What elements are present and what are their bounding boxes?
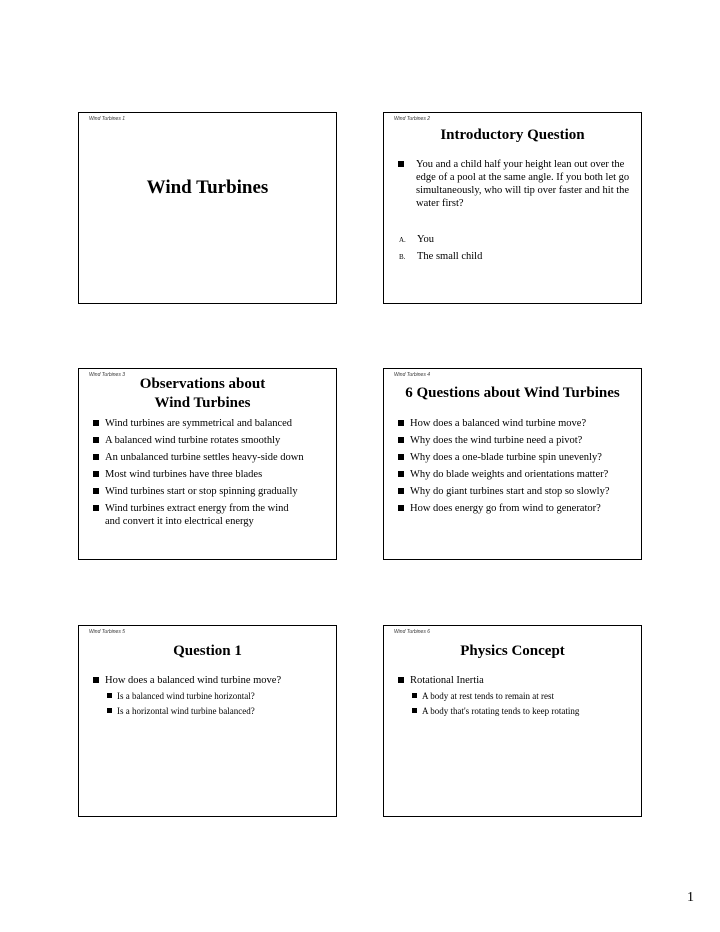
list-item: Wind turbines are symmetrical and balanced [91,417,321,430]
bullet-square-icon [107,708,112,713]
page-number: 1 [687,890,694,905]
list-item: You and a child half your height lean out over the edge of a pool at the same angle. If you both let go simultaneously, who will tip over faster and hit the water first? [396,158,631,210]
list-item: Most wind turbines have three blades [91,468,321,481]
slide-title: Question 1 [173,643,242,659]
slide-title-line-2: Wind Turbines [154,395,251,411]
answer-a: A. You [399,234,435,245]
bullet-list [396,674,631,691]
list-item: Wind turbines start or stop spinning gradually [91,485,321,498]
list-item: Rotational Inertia [396,674,631,687]
sub-bullet-list [105,690,325,720]
slide-label: Wind Turbines 4 [394,372,430,378]
bullet-square-icon [398,454,404,460]
bullet-square-icon [93,437,99,443]
list-item: A body that's rotating tends to keep rotating [410,705,635,717]
list-item: Is a horizontal wind turbine balanced? [105,705,325,717]
list-item: Why do giant turbines start and stop so slowly? [396,485,636,498]
bullet-square-icon [412,693,417,698]
slide-label: Wind Turbines 2 [394,116,430,122]
answer-letter: B. [399,253,406,261]
bullet-square-icon [93,488,99,494]
slide-title: 6 Questions about Wind Turbines [405,385,620,401]
slide-title: Physics Concept [460,643,565,659]
bullet-square-icon [107,693,112,698]
bullet-square-icon [93,471,99,477]
bullet-square-icon [398,488,404,494]
slide-1 [78,112,337,304]
slide-title: Introductory Question [440,127,585,143]
answer-list [399,233,482,267]
bullet-square-icon [398,471,404,477]
bullet-square-icon [93,454,99,460]
slide-title-line-1: Observations about [139,376,266,392]
list-item: A body at rest tends to remain at rest [410,690,635,702]
bullet-square-icon [93,420,99,426]
list-item: How does energy go from wind to generator? [396,502,636,515]
bullet-list [396,417,636,519]
bullet-list [91,417,321,532]
bullet-square-icon [93,505,99,511]
answer-letter: A. [399,236,406,244]
bullet-square-icon [398,505,404,511]
slide-6 [383,625,642,817]
bullet-square-icon [412,708,417,713]
slide-2 [383,112,642,304]
bullet-square-icon [398,677,404,683]
bullet-square-icon [398,420,404,426]
bullet-square-icon [398,161,404,167]
slide-title [69,375,336,413]
bullet-list [396,158,631,214]
slide-5 [78,625,337,817]
answer-b: B. The small child [399,251,483,262]
bullet-list [91,674,326,691]
list-item: Why does the wind turbine need a pivot? [396,434,636,447]
bullet-square-icon [93,677,99,683]
slide-title: Wind Turbines [146,177,269,198]
list-item: How does a balanced wind turbine move? [91,674,326,687]
slide-label: Wind Turbines 3 [89,372,125,378]
sub-bullet-list [410,690,635,720]
list-item: Wind turbines extract energy from the wind and convert it into electrical energy [91,502,305,528]
slide-label: Wind Turbines 5 [89,629,125,635]
list-item: Why does a one-blade turbine spin unevenly? [396,451,636,464]
list-item: An unbalanced turbine settles heavy-side down [91,451,321,464]
list-item: A balanced wind turbine rotates smoothly [91,434,321,447]
slide-3 [78,368,337,560]
list-item: Why do blade weights and orientations matter? [396,468,636,481]
slide-label: Wind Turbines 1 [89,116,125,122]
bullet-square-icon [398,437,404,443]
slide-4 [383,368,642,560]
slide-label: Wind Turbines 6 [394,629,430,635]
list-item: Is a balanced wind turbine horizontal? [105,690,325,702]
list-item: How does a balanced wind turbine move? [396,417,636,430]
